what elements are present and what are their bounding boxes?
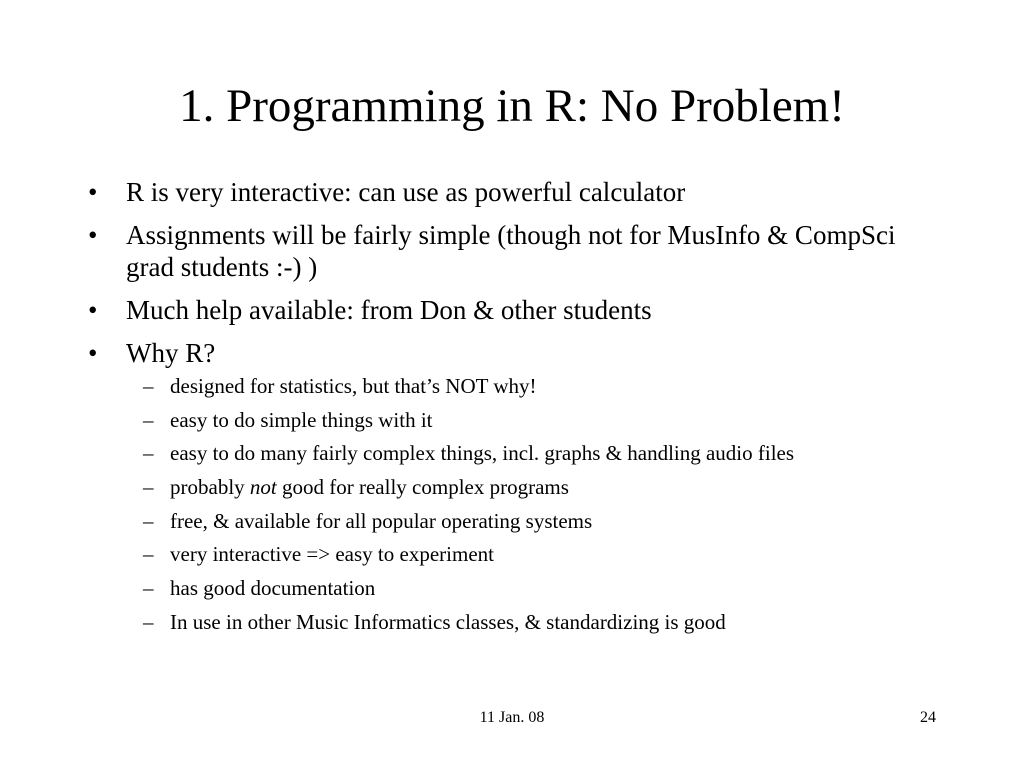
- bullet-text: R is very interactive: can use as powerful calculator: [126, 177, 686, 207]
- sub-bullet-text: has good documentation: [170, 576, 376, 601]
- slide-title: 1. Programming in R: No Problem!: [179, 80, 845, 132]
- footer-page-number: 24: [920, 709, 936, 726]
- sub-bullet-text: very interactive => easy to experiment: [170, 542, 494, 567]
- bullet-text: Much help available: from Don & other students: [126, 295, 652, 325]
- sub-bullet-marker: –: [143, 508, 154, 533]
- sub-bullet-marker: –: [143, 374, 154, 398]
- sub-bullet-item: [143, 373, 970, 399]
- bullet-marker: •: [88, 220, 98, 250]
- sub-bullet-marker: –: [143, 407, 154, 432]
- sub-bullet-item: [143, 440, 970, 466]
- bullet-item: [88, 219, 926, 283]
- sub-bullet-item: [143, 474, 970, 500]
- sub-bullet-list: [143, 373, 970, 635]
- sub-bullet-marker: –: [143, 542, 154, 567]
- bullet-item: [88, 176, 926, 208]
- sub-bullet-text-part: good for really complex programs: [276, 475, 569, 500]
- sub-bullet-item: [143, 609, 970, 635]
- sub-bullet-text: easy to do many fairly complex things, incl. graphs & handling audio files: [170, 441, 795, 466]
- sub-bullet-marker: –: [143, 609, 154, 634]
- sub-bullet-text: designed for statistics, but that’s NOT why!: [170, 374, 537, 398]
- bullet-marker: •: [88, 295, 98, 325]
- sub-bullet-text-part: probably: [170, 475, 250, 500]
- footer-date: 11 Jan. 08: [479, 709, 545, 726]
- bullet-text: Assignments will be fairly simple (though not for MusInfo & CompSci grad students :-) ): [126, 220, 896, 282]
- bullet-list: [88, 176, 926, 646]
- sub-bullet-text: In use in other Music Informatics classes, & standardizing is good: [170, 609, 726, 634]
- sub-bullet-item: [143, 508, 970, 534]
- sub-bullet-marker: –: [143, 475, 154, 500]
- sub-bullet-item: [143, 407, 970, 433]
- bullet-marker: •: [88, 338, 98, 368]
- sub-bullet-marker: –: [143, 576, 154, 601]
- sub-bullet-text: [170, 475, 569, 499]
- sub-bullet-marker: –: [143, 441, 154, 466]
- bullet-item: [88, 337, 926, 635]
- emphasis-text: not: [249, 475, 277, 500]
- bullet-item: [88, 294, 926, 326]
- sub-bullet-text: easy to do simple things with it: [170, 407, 433, 432]
- sub-bullet-item: [143, 541, 970, 567]
- sub-bullet-item: [143, 575, 970, 601]
- sub-bullet-text: free, & available for all popular operating systems: [170, 508, 593, 533]
- bullet-text: Why R?: [126, 338, 216, 368]
- bullet-marker: •: [88, 177, 98, 207]
